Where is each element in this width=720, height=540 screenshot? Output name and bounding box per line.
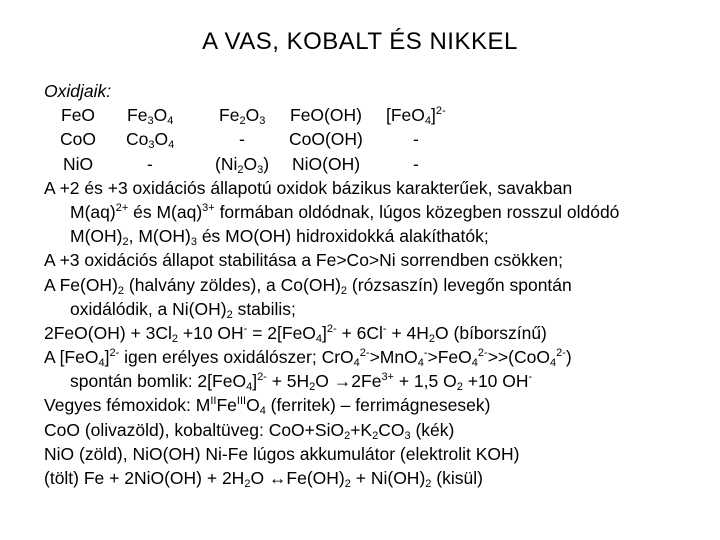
oxide-cell: $Co_3O_4$ — [126, 129, 175, 152]
text-line: CoO (olivazöld), kobaltüveg: $CoO+SiO_2+K_2CO_3$ (kék) — [44, 419, 455, 442]
oxide-cell: $[FeO_4]^{2-}$ — [386, 105, 446, 128]
text-line: M(aq)$^{2+}$ és M(aq)$^{3+}$ formában oldódnak, lúgos közegben rosszul oldódó — [70, 201, 620, 222]
slide-title: A VAS, KOBALT ÉS NIKKEL — [202, 28, 518, 55]
oxide-table — [44, 103, 704, 176]
text-line: A $Fe(OH)_2$ (halvány zöldes), a $Co(OH)_2$ (rózsaszín) levegőn spontán — [44, 274, 572, 297]
oxide-cell: CoO — [60, 129, 96, 150]
text-lines — [44, 176, 704, 490]
text-line: oxidálódik, a $Ni(OH)_2$ stabilis; — [70, 298, 296, 321]
oxide-cell: NiO — [63, 153, 94, 174]
text-line: Vegyes fémoxidok: $M^{II}Fe^{III}O_4$ (ferritek) – ferrimágnesesek) — [44, 395, 491, 418]
oxides-label: Oxidjaik: — [44, 81, 112, 101]
text-line: spontán bomlik: $2[FeO_4]^{2-} + 5H_2O \to 2Fe^{3+} + 1,5$ $O_2 +10$ OH- — [70, 371, 533, 394]
text-line: A +3 oxidációs állapot stabilitása a Fe>Co>Ni sorrendben csökken; — [44, 250, 563, 271]
oxide-cell: $Fe_3O_4$ — [127, 105, 174, 128]
oxide-cell: - — [147, 153, 153, 174]
oxide-cell: - — [239, 129, 245, 150]
oxide-row — [44, 152, 704, 176]
oxide-cell: $(Ni_2O_3)$ — [215, 153, 270, 176]
text-line: $2FeO(OH) + 3Cl_2 +10$ $OH^- = 2[FeO_4]^{2-} + 6Cl^- + 4H_2O$ (bíborszínű) — [44, 322, 547, 345]
oxide-cell: CoO(OH) — [289, 129, 363, 150]
oxide-cell: NiO(OH) — [292, 153, 361, 174]
oxide-cell: FeO(OH) — [290, 105, 362, 126]
oxide-row — [44, 103, 704, 127]
text-line: A +2 és +3 oxidációs állapotú oxidok bázikus karakterűek, savakban — [44, 177, 573, 198]
oxide-row — [44, 127, 704, 151]
text-line: $M(OH)_2$, $M(OH)_3$ és MO(OH) hidroxidokká alakíthatók; — [70, 226, 489, 249]
oxide-cell: - — [413, 153, 419, 174]
text-line: A $[FeO_4]^{2-}$ igen erélyes oxidálószer; CrO$_4^{2-}$>MnO$_4$->FeO$_4^{2-}$>>(CoO$_4^{2-}$) — [44, 347, 572, 370]
oxide-cell: - — [413, 129, 419, 150]
oxide-cell: $Fe_2O_3$ — [219, 105, 266, 128]
slide-body — [44, 79, 704, 490]
text-line: NiO (zöld), NiO(OH) Ni-Fe lúgos akkumulátor (elektrolit KOH) — [44, 443, 520, 464]
oxide-cell: FeO — [61, 105, 96, 126]
text-line: (tölt) $Fe + 2NiO(OH) + 2H_2O$ $\leftrightarrow Fe(OH)_2 + Ni(OH)_2$ (kisül) — [44, 468, 483, 490]
